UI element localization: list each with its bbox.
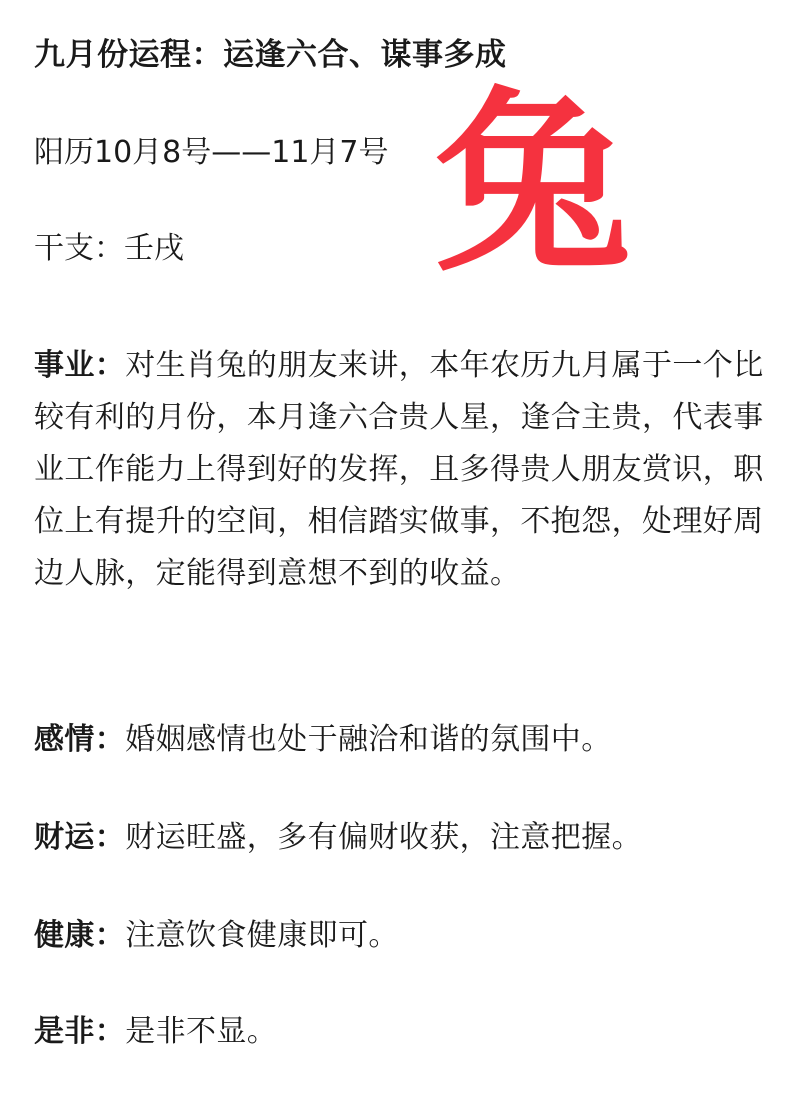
page-title: 九月份运程：运逢六合、谋事多成 bbox=[34, 37, 507, 73]
wealth-section bbox=[34, 812, 774, 864]
health-text: 注意饮食健康即可。 bbox=[125, 918, 399, 953]
love-section bbox=[34, 714, 774, 766]
health-label: 健康： bbox=[34, 918, 126, 953]
date-range: 阳历10月8号——11月7号 bbox=[34, 135, 389, 170]
love-label: 感情： bbox=[34, 722, 126, 757]
ganzhi-line: 干支：壬戌 bbox=[34, 231, 184, 266]
career-label: 事业： bbox=[34, 348, 126, 383]
career-section bbox=[34, 340, 774, 600]
love-text: 婚姻感情也处于融洽和谐的氛围中。 bbox=[125, 722, 612, 757]
shifei-label: 是非： bbox=[34, 1014, 126, 1049]
career-text: 对生肖兔的朋友来讲，本年农历九月属于一个比较有利的月份，本月逢六合贵人星，逢合主贵，代表事业工作能力上得到好的发挥，且多得贵人朋友赏识，职位上有提升的空间，相信踏实做事，不抱怨，处理好周边人脉，定能得到意想不到的收益。 bbox=[34, 348, 764, 591]
wealth-text: 财运旺盛，多有偏财收获，注意把握。 bbox=[125, 820, 643, 855]
zodiac-character: 兔 bbox=[434, 71, 631, 299]
health-section bbox=[34, 910, 774, 962]
shifei-text: 是非不显。 bbox=[125, 1014, 278, 1049]
wealth-label: 财运： bbox=[34, 820, 126, 855]
shifei-section bbox=[34, 1006, 774, 1058]
